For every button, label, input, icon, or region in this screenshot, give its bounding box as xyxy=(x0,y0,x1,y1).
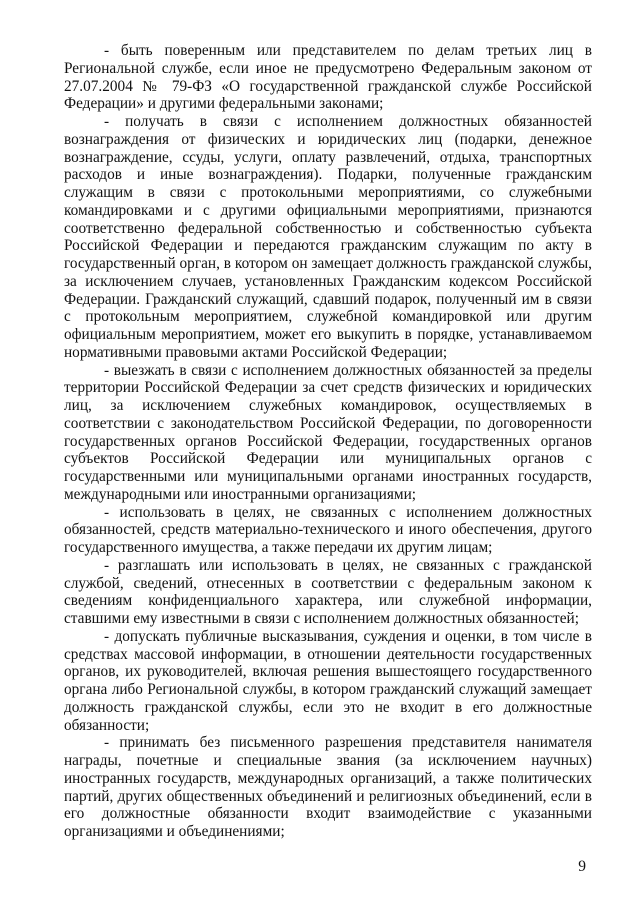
paragraph-foreign-awards-prohibition: - принимать без письменного разрешения представителя нанимателя награды, почетные и специальные звания (за исключением научных) иностранных государств, международных организаций, а также политических партий, других общественных объединений и религиозных объединений, если в его должностные обязанности входит взаимодействие с указанными организациями и объединениями; xyxy=(64,734,592,840)
paragraph-public-statements-prohibition: - допускать публичные высказывания, суждения и оценки, в том числе в средствах массовой информации, в отношении деятельности государственных органов, их руководителей, включая решения вышестоящего государственного органа либо Региональной службы, в котором гражданский служащий замещает должность гражданской службы, если это не входит в его должностные обязанности; xyxy=(64,627,592,734)
paragraph-property-use-prohibition: - использовать в целях, не связанных с исполнением должностных обязанностей, средств материально-технического и иного обеспечения, другого государственного имущества, а также передачи их другим лицам; xyxy=(64,503,592,556)
paragraph-gifts-prohibition: - получать в связи с исполнением должностных обязанностей вознаграждения от физических и юридических лиц (подарки, денежное вознаграждение, ссуды, услуги, оплату развлечений, отдыха, транспортных расходов и иные вознаграждения). Подарки, полученные гражданским служащим в связи с протокольными мероприятиями, со служебными командировками и с другими официальными мероприятиями, признаются соответственно федеральной собственностью и собственностью субъекта Российской Федерации и передаются гражданским служащим по акту в государственный орган, в котором он замещает должность гражданской службы, за исключением случаев, установленных Гражданским кодексом Российской Федерации. Гражданский служащий, сдавший подарок, полученный им в связи с протокольным мероприятием, служебной командировкой или другим официальным мероприятием, может его выкупить в порядке, устанавливаемом нормативными правовыми актами Российской Федерации; xyxy=(64,113,592,361)
document-body xyxy=(64,42,592,841)
page-number: 9 xyxy=(578,858,586,875)
paragraph-disclosure-prohibition: - разглашать или использовать в целях, не связанных с гражданской службой, сведений, отнесенных в соответствии с федеральным законом к сведениям конфиденциального характера, или служебной информации, ставшими ему известными в связи с исполнением должностных обязанностей; xyxy=(64,556,592,627)
paragraph-representation-prohibition: - быть поверенным или представителем по делам третьих лиц в Региональной службе, если иное не предусмотрено Федеральным законом от 27.07.2004 № 79-ФЗ «О государственной гражданской службе Российской Федерации» и другими федеральными законами; xyxy=(64,42,592,113)
paragraph-travel-prohibition: - выезжать в связи с исполнением должностных обязанностей за пределы территории Российской Федерации за счет средств физических и юридических лиц, за исключением служебных командировок, осуществляемых в соответствии с законодательством Российской Федерации, по договоренности государственных органов Российской Федерации, государственных органов субъектов Российской Федерации или муниципальных органов с государственными или муниципальными органами иностранных государств, международными или иностранными организациями; xyxy=(64,361,592,503)
